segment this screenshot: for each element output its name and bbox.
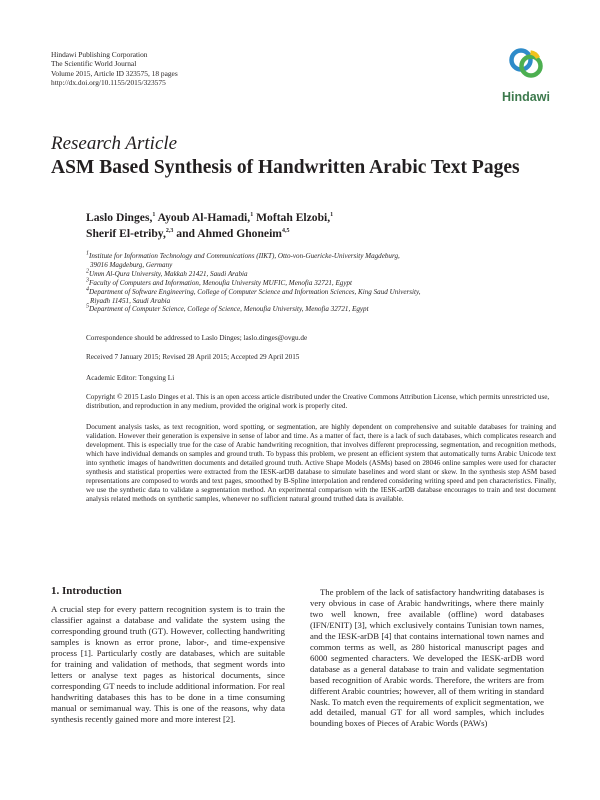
journal-name: The Scientific World Journal bbox=[51, 59, 137, 69]
academic-editor: Academic Editor: Tongxing Li bbox=[86, 374, 175, 382]
affiliation-text-cont: Riyadh 11451, Saudi Arabia bbox=[90, 296, 171, 305]
author-list bbox=[86, 210, 556, 242]
article-type: Research Article bbox=[51, 133, 178, 154]
hindawi-brand-text: Hindawi bbox=[502, 90, 550, 104]
affiliation-text: Department of Software Engineering, College of Computer Science and Information Sciences, King Saud University, bbox=[89, 287, 421, 296]
publication-info bbox=[51, 50, 178, 87]
author-name: Moftah Elzobi, bbox=[256, 211, 331, 224]
author-affil-sup: 2,3 bbox=[165, 228, 174, 235]
author-name: Ayoub Al-Hamadi, bbox=[157, 211, 251, 224]
body-paragraph: The problem of the lack of satisfactory handwriting databases is very obvious in case of Arabic handwritings, where there mainly two well known, free available (offline) word databases (IFN/ENIT) [3], which exclusively contains Tunisian town names, and the IESK-arDB [4] that contains international town names and common terms as well, as 280 historical manuscript pages and 6000 segmented characters. We developed the IESK-arDB word database as a general database to train and validate segmentation based recognition of Arabic words. Therefore, the writers are from different Arabic countries; however, all of them writing in standard Nask. To match even the requirements of explicit segmentation, we add detailed, manual GT for all word samples, which includes bounding boxes of Pieces of Arabic Words (PAWs) bbox=[310, 587, 544, 729]
author-name: Laslo Dinges, bbox=[86, 211, 153, 224]
article-dates: Received 7 January 2015; Revised 28 April 2015; Accepted 29 April 2015 bbox=[86, 353, 300, 361]
author-name: Sherif El-etriby, bbox=[86, 227, 166, 240]
affiliations bbox=[86, 252, 556, 314]
affiliation-text: Umm Al-Qura University, Makkah 21421, Saudi Arabia bbox=[89, 269, 248, 278]
affiliation-text: Faculty of Computers and Information, Menoufia University MUFIC, Menofia 32721, Egypt bbox=[89, 278, 353, 287]
hindawi-logo-icon bbox=[508, 44, 544, 84]
affiliation-item bbox=[86, 279, 556, 288]
affiliation-item bbox=[86, 252, 556, 270]
author-name: Ahmed Ghoneim bbox=[197, 227, 282, 240]
author-affil-sup: 1 bbox=[250, 212, 254, 219]
author-affil-sup: 1 bbox=[152, 212, 156, 219]
abstract: Document analysis tasks, as text recognition, word spotting, or segmentation, are highly dependent on comprehensive and suitable databases for training and validation. However their generation is expensive in sense of labor and time. As a matter of fact, there is a lack of such databases, which complicates research and development. This is especially true for the case of Arabic handwriting recognition, that involves different preprocessing, segmentation, and recognition methods, which have individual demands on samples and ground truth. To bypass this problem, we present an efficient system that automatically turns Arabic Unicode text into synthetic images of handwritten documents and detailed ground truth. Active Shape Models (ASMs) based on 28046 online samples were used for character synthesis and statistical properties were extracted from the IESK-arDB database to simulate baselines and word slant or skew. In the synthesis step ASM based representations are composed to words and text pages, smoothed by B-Spline interpolation and rendered considering writing speed and pen characteristics. Finally, we use the synthetic data to validate a segmentation method. An experimental comparison with the IESK-arDB database encourages to train and test document analysis related methods on synthetic samples, whenever no sufficient natural ground truthed data is available. bbox=[86, 423, 556, 503]
author-affil-sup: 1 bbox=[330, 212, 334, 219]
body-paragraph: A crucial step for every pattern recognition system is to train the classifier against a database and validate the system using the corresponding ground truth (GT). However, collecting handwriting samples is known as error prone, labor-, and time-expensive process [1]. Particularly costly are databases, which are suitable for training and validation of methods, that segment words into letters or analyse text pages as historical documents, since corresponding GT needs to include additional information. For real handwriting databases this has to be done in a time consuming manual or semimanual way. This is one of the reasons, why data synthesis recently gained more and more interest [2]. bbox=[51, 604, 285, 724]
affiliation-number: 2 bbox=[86, 268, 89, 275]
affiliation-item bbox=[86, 305, 556, 314]
body-column-right bbox=[310, 587, 544, 729]
volume-info: Volume 2015, Article ID 323575, 18 pages bbox=[51, 68, 178, 78]
author-line-2 bbox=[86, 226, 556, 242]
affiliation-text: Department of Computer Science, College of Science, Menoufia University, Menofia 32721, Egypt bbox=[89, 305, 369, 314]
copyright-notice: Copyright © 2015 Laslo Dinges et al. This is an open access article distributed under the Creative Commons Attribution License, which permits unrestricted use, distribution, and reproduction in any medium, provided the original work is properly cited. bbox=[86, 393, 550, 410]
author-affil-sup: 4,5 bbox=[281, 228, 290, 235]
paper-title: ASM Based Synthesis of Handwritten Arabic Text Pages bbox=[51, 157, 520, 178]
affiliation-text-cont: 39016 Magdeburg, Germany bbox=[90, 260, 173, 269]
affiliation-text: Institute for Information Technology and Communications (IIKT), Otto-von-Guericke-University Magdeburg, bbox=[89, 252, 400, 260]
doi-link[interactable]: http://dx.doi.org/10.1155/2015/323575 bbox=[51, 77, 166, 87]
affiliation-item bbox=[86, 270, 556, 279]
correspondence: Correspondence should be addressed to Laslo Dinges; laslo.dinges@ovgu.de bbox=[86, 334, 308, 342]
section-heading: 1. Introduction bbox=[51, 585, 122, 597]
author-line-1 bbox=[86, 210, 556, 226]
hindawi-logo bbox=[496, 44, 556, 106]
affiliation-item bbox=[86, 288, 556, 306]
author-conjunction: and bbox=[176, 227, 195, 240]
affiliation-number: 3 bbox=[86, 277, 89, 284]
affiliation-number: 4 bbox=[86, 286, 89, 293]
affiliation-number: 1 bbox=[86, 250, 89, 257]
body-column-left bbox=[51, 604, 285, 724]
affiliation-number: 5 bbox=[86, 304, 89, 311]
publisher-name: Hindawi Publishing Corporation bbox=[51, 50, 148, 59]
